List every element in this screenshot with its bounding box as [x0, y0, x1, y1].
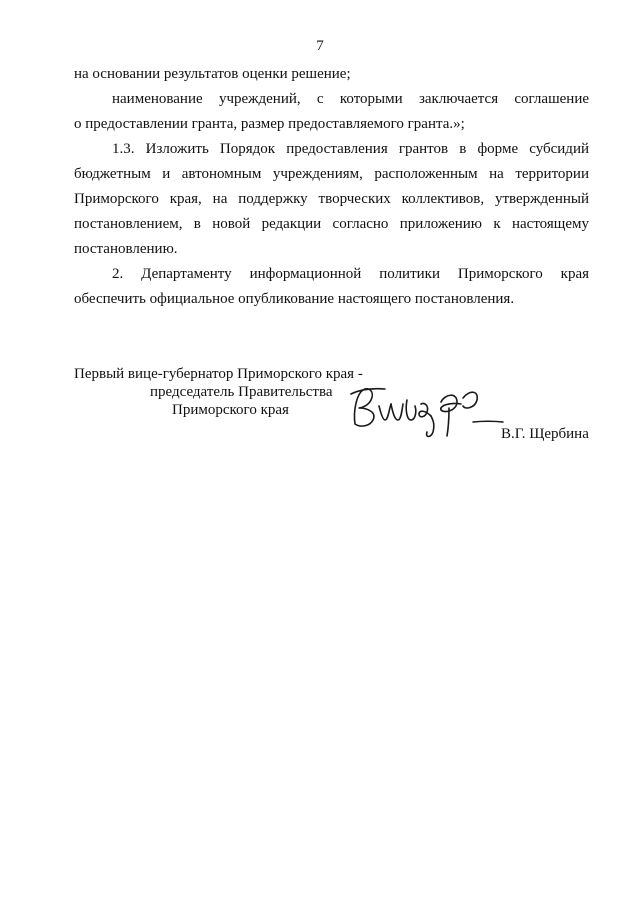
paragraph-line: на основании результатов оценки решение; [74, 66, 351, 82]
signatory-title-line: председатель Правительства [150, 384, 333, 400]
signatory-name: В.Г. Щербина [501, 426, 589, 442]
page-number: 7 [316, 38, 324, 54]
paragraph-line: наименование учреждений, с которыми заключается соглашение [112, 91, 589, 107]
paragraph-line: обеспечить официальное опубликование настоящего постановления. [74, 291, 515, 307]
paragraph-line: постановлением, в новой редакции согласно приложению к настоящему [74, 216, 589, 232]
document-body [74, 62, 589, 312]
signatory-title-line: Приморского края [172, 402, 289, 418]
paragraph-line: бюджетным и автономным учреждениям, расположенным на территории [74, 166, 589, 182]
handwritten-signature-icon [345, 380, 505, 442]
signatory-title [74, 365, 363, 419]
paragraph-line: постановлению. [74, 241, 178, 257]
paragraph-line: Приморского края, на поддержку творческих коллективов, утвержденный [74, 191, 589, 207]
paragraph-line: 1.3. Изложить Порядок предоставления грантов в форме субсидий [112, 141, 589, 157]
paragraph-line: 2. Департаменту информационной политики Приморского края [112, 266, 589, 282]
signatory-title-line: Первый вице-губернатор Приморского края - [74, 366, 363, 382]
paragraph-line: о предоставлении гранта, размер предоставляемого гранта.»; [74, 116, 465, 132]
